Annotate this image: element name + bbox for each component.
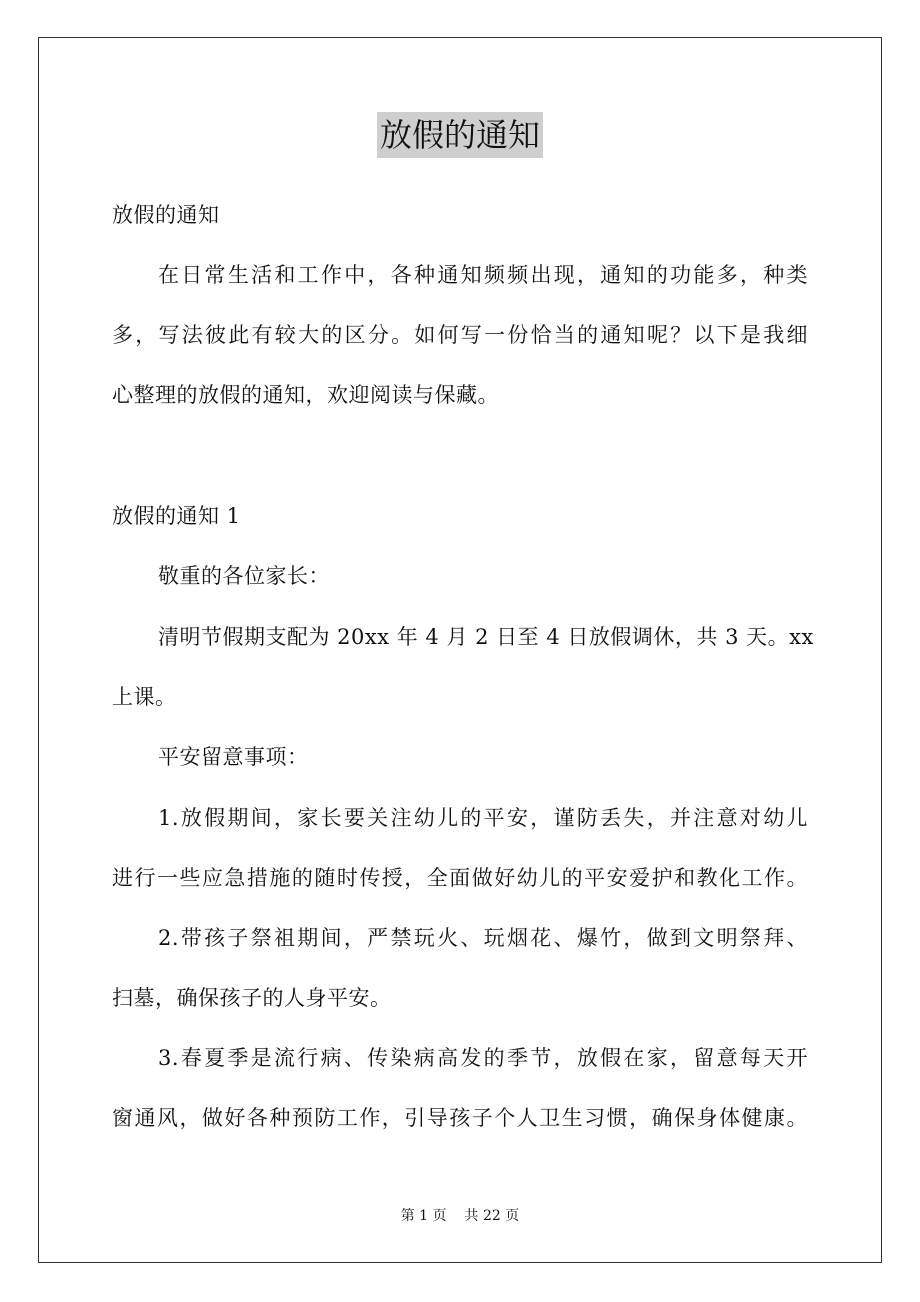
notes-heading: 平安留意事项：	[158, 745, 309, 769]
title-container	[0, 112, 920, 158]
item-1-line-2: 进行一些应急措施的随时传授，全面做好幼儿的平安爱护和教化工作。	[112, 866, 808, 890]
document-subtitle: 放假的通知	[112, 203, 220, 227]
intro-line-3: 心整理的放假的通知，欢迎阅读与保藏。	[112, 383, 499, 407]
schedule-line-1: 清明节假期支配为 20xx 年 4 月 2 日至 4 日放假调休，共 3 天。xx	[158, 625, 814, 649]
item-3-line-2: 窗通风，做好各种预防工作，引导孩子个人卫生习惯，确保身体健康。	[112, 1106, 808, 1130]
document-title: 放假的通知	[377, 112, 543, 158]
intro-line-1: 在日常生活和工作中，各种通知频频出现，通知的功能多，种类	[158, 263, 808, 287]
intro-line-2: 多，写法彼此有较大的区分。如何写一份恰当的通知呢？以下是我细	[112, 323, 808, 347]
page-footer	[0, 1206, 920, 1226]
greeting: 敬重的各位家长：	[158, 564, 330, 588]
item-3-line-1: 3.春夏季是流行病、传染病高发的季节，放假在家，留意每天开	[158, 1046, 808, 1070]
item-1-line-1: 1.放假期间，家长要关注幼儿的平安，谨防丢失，并注意对幼儿	[158, 806, 808, 830]
page-total: 共 22 页	[464, 1208, 520, 1224]
item-2-line-1: 2.带孩子祭祖期间，严禁玩火、玩烟花、爆竹，做到文明祭拜、	[158, 926, 808, 950]
page-number: 第 1 页	[400, 1208, 447, 1224]
section-heading: 放假的通知 1	[112, 504, 241, 528]
item-2-line-2: 扫墓，确保孩子的人身平安。	[112, 986, 392, 1010]
schedule-line-2: 上课。	[112, 685, 177, 709]
